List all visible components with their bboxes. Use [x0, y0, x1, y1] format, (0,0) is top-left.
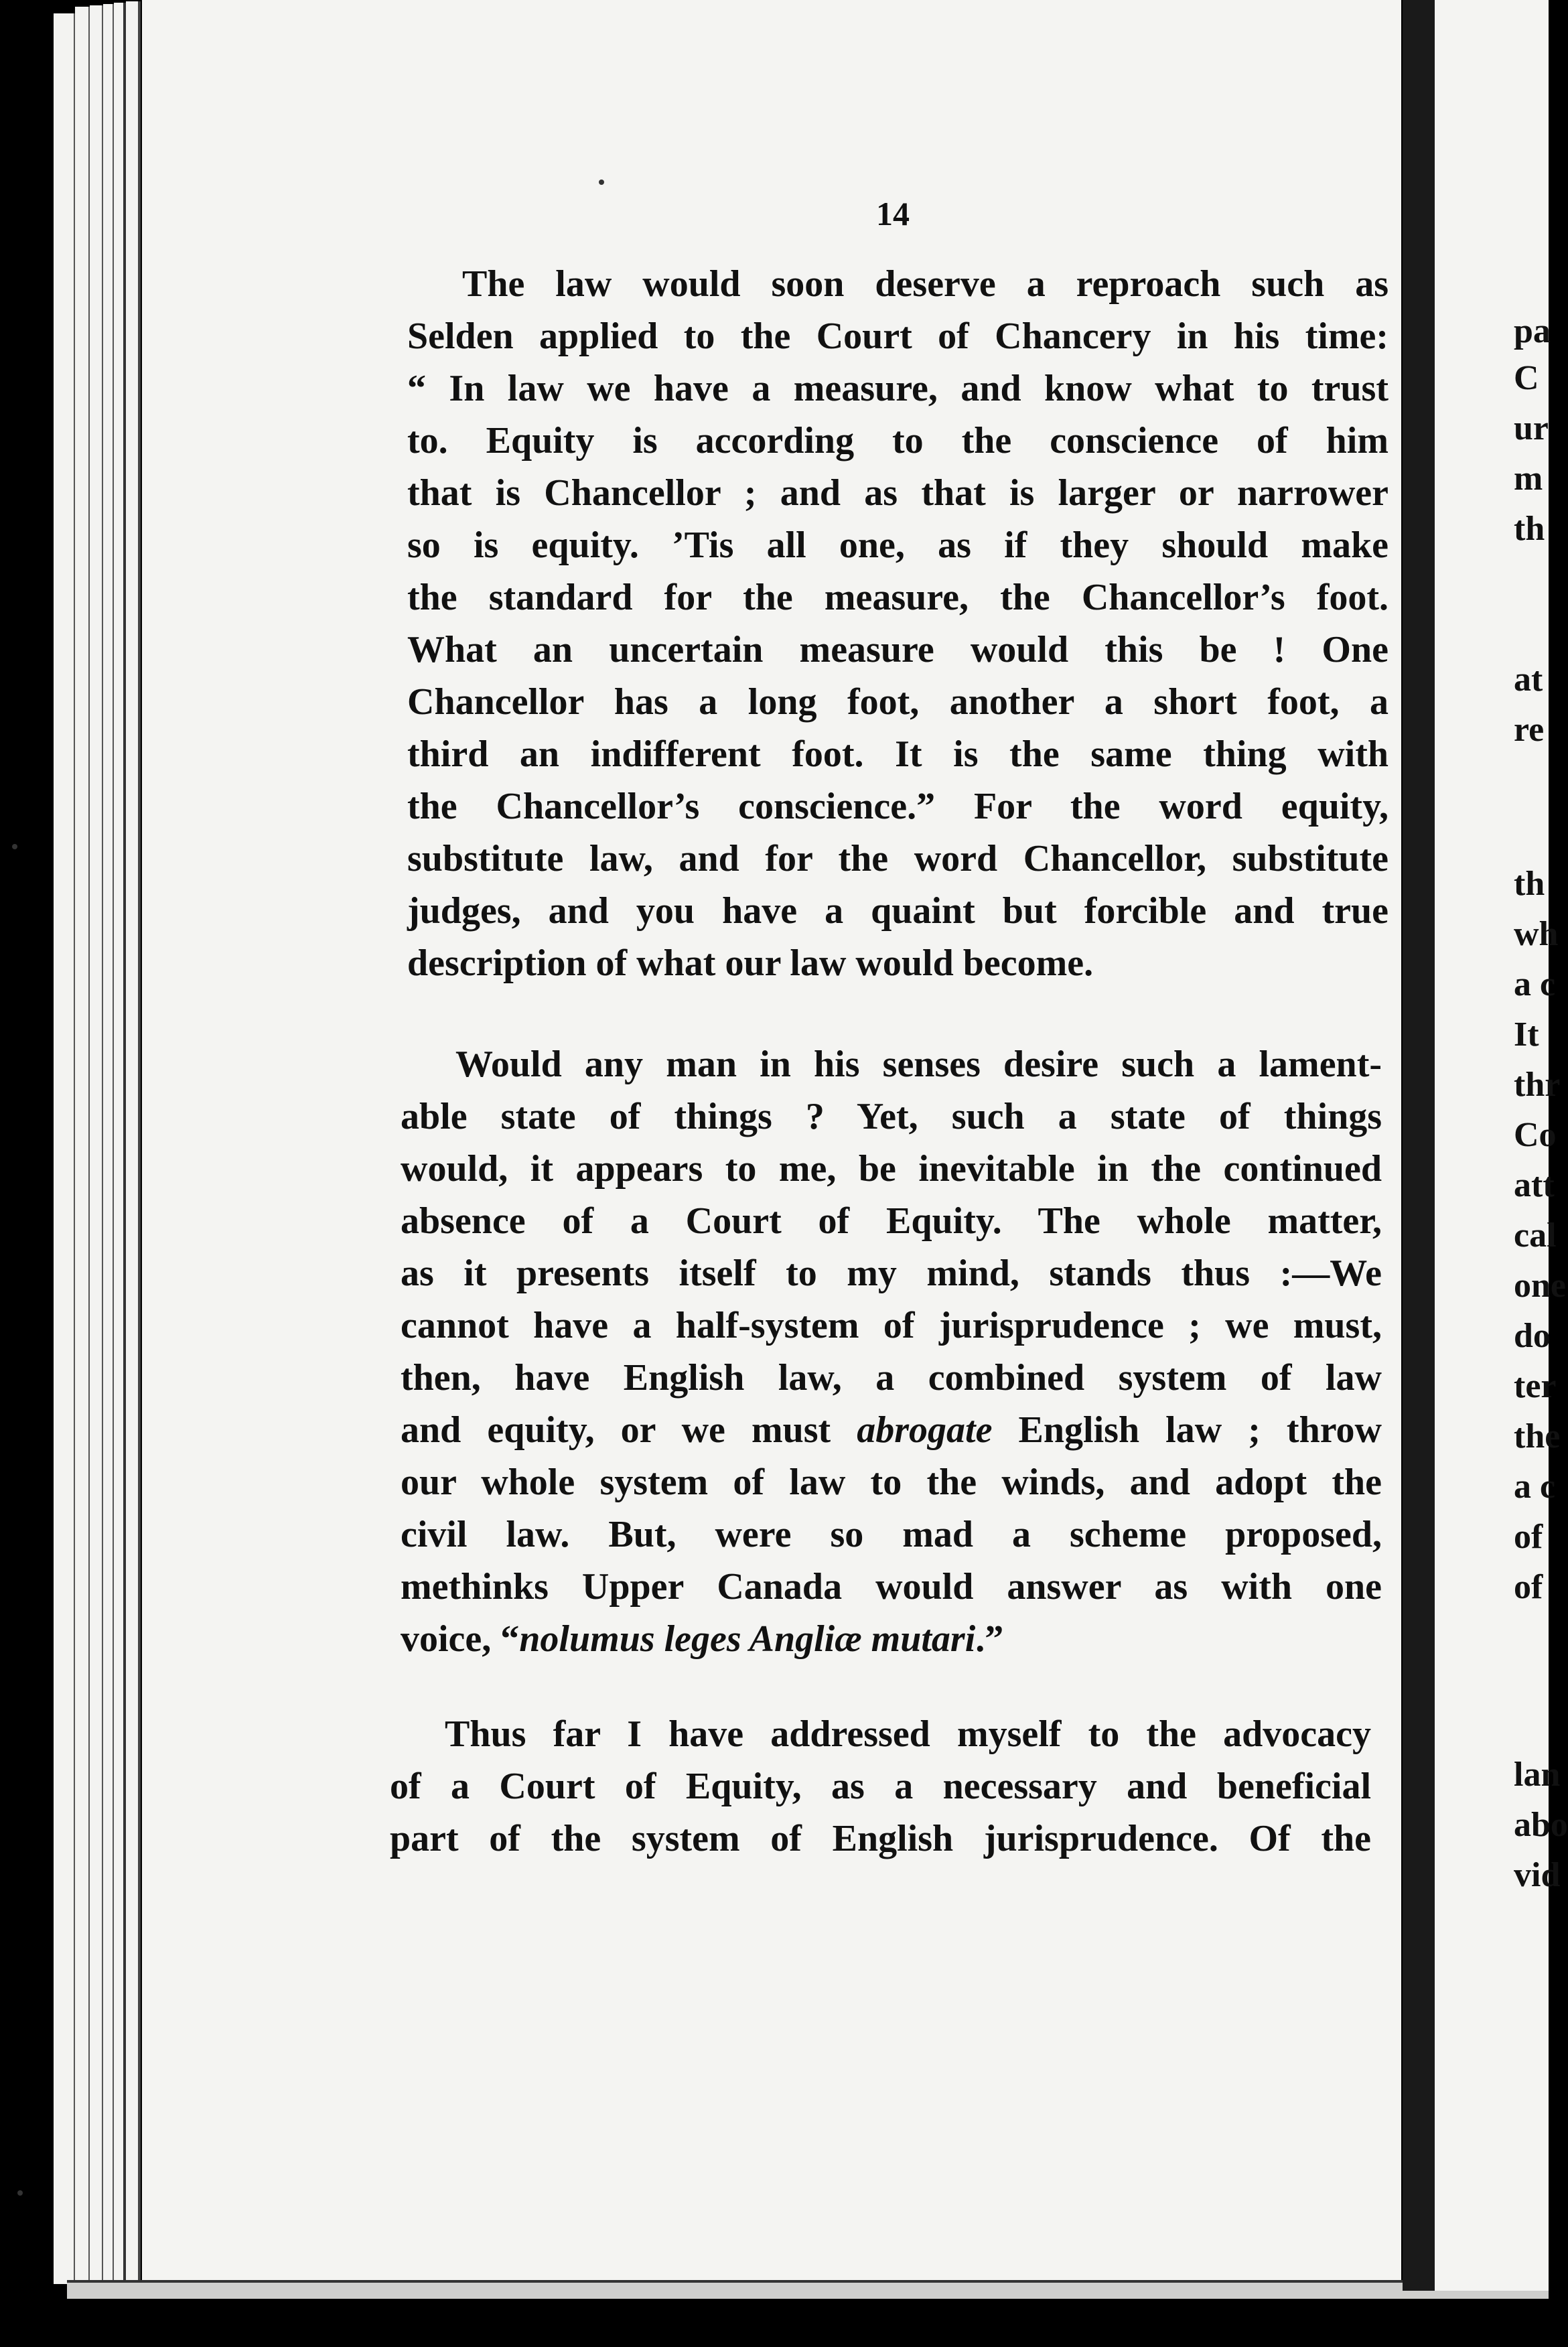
fragment-text: of	[1514, 1518, 1543, 1556]
page-bottom-edge	[67, 2280, 1549, 2299]
text-line: to. Equity is according to the conscience of him	[407, 420, 1388, 461]
text-line: the Chancellor’s conscience.” For the word equity,	[407, 786, 1388, 827]
text-line: so is equity. ’Tis all one, as if they should make	[407, 524, 1388, 566]
fragment-text: lan	[1514, 1756, 1561, 1794]
book-gutter	[1403, 0, 1435, 2291]
fragment-text: att	[1514, 1166, 1555, 1204]
fragment-text: Co	[1514, 1116, 1557, 1154]
text-line: “ In law we have a measure, and know what to trust	[407, 368, 1388, 409]
fragment-text: do	[1514, 1317, 1551, 1355]
text-line: as it presents itself to my mind, stands thus :—We	[401, 1253, 1382, 1294]
fragment-text: ter	[1514, 1367, 1557, 1405]
fragment-text: It	[1514, 1015, 1539, 1054]
ink-speck	[599, 180, 604, 185]
fragment-text: re	[1514, 711, 1545, 749]
text-line: our whole system of law to the winds, and adopt the	[401, 1462, 1382, 1503]
right-page-fragment	[1435, 0, 1568, 2291]
paragraph-3	[390, 1708, 1371, 1865]
text-line: Thus far I have addressed myself to the advocacy	[445, 1713, 1371, 1755]
fragment-text: pa	[1514, 312, 1551, 350]
text-line: would, it appears to me, be inevitable in the continued	[401, 1148, 1382, 1190]
text-line: cannot have a half-system of jurisprudence ; we must,	[401, 1305, 1382, 1346]
text-line: part of the system of English jurisprudence. Of the	[390, 1818, 1371, 1859]
text-line: substitute law, and for the word Chancellor, substitute	[407, 838, 1388, 879]
text-line: of a Court of Equity, as a necessary and beneficial	[390, 1766, 1371, 1807]
ink-speck	[17, 2190, 23, 2196]
fragment-text: m	[1514, 459, 1543, 498]
text-line: civil law. But, were so mad a scheme proposed,	[401, 1514, 1382, 1555]
fragment-text: thr	[1514, 1066, 1561, 1104]
fragment-text: abo	[1514, 1806, 1568, 1844]
fragment-text: a c	[1514, 965, 1556, 1003]
fragment-text: th	[1514, 510, 1545, 548]
fragment-text: the	[1514, 1417, 1561, 1455]
page-edge	[114, 3, 127, 2293]
latin-quote: nolumus leges Angliæ mutari	[519, 1618, 976, 1660]
text-line: What an uncertain measure would this be ! One	[407, 629, 1388, 670]
fragment-text: at	[1514, 660, 1543, 699]
page-edge	[103, 4, 115, 2291]
text-line	[401, 1404, 1382, 1456]
text-segment: .”	[975, 1618, 1004, 1660]
text-line: that is Chancellor ; and as that is larger or narrower	[407, 472, 1388, 514]
text-line: description of what our law would become.	[407, 942, 1094, 984]
fragment-text: wh	[1514, 915, 1559, 953]
fragment-text: cal	[1514, 1216, 1557, 1255]
text-line: then, have English law, a combined system of law	[401, 1357, 1382, 1399]
fragment-text: th	[1514, 865, 1545, 903]
text-line: methinks Upper Canada would answer as with one	[401, 1566, 1382, 1608]
text-line: the standard for the measure, the Chancellor’s foot.	[407, 577, 1388, 618]
fragment-text: C	[1514, 359, 1539, 397]
ink-speck	[12, 844, 17, 849]
fragment-text: one	[1514, 1267, 1566, 1305]
page-edge	[126, 1, 141, 2293]
paragraph-2	[401, 1038, 1382, 1665]
italic-term: abrogate	[857, 1409, 993, 1451]
text-line: absence of a Court of Equity. The whole matter,	[401, 1200, 1382, 1242]
text-line: The law would soon deserve a reproach such as	[462, 263, 1388, 305]
paragraph-1	[407, 258, 1388, 989]
page-edge	[54, 13, 76, 2284]
page-number: 14	[876, 195, 910, 232]
fragment-text: vid	[1514, 1856, 1561, 1894]
text-line	[401, 1613, 1382, 1665]
page-edge	[90, 5, 104, 2289]
fragment-text: a c	[1514, 1468, 1556, 1506]
page-edge	[75, 7, 90, 2284]
text-segment: and equity, or we must	[401, 1409, 831, 1451]
text-line: able state of things ? Yet, such a state of things	[401, 1096, 1382, 1137]
text-segment: English law ; throw	[1018, 1409, 1382, 1451]
fragment-text: of	[1514, 1568, 1543, 1606]
text-segment: voice, “	[401, 1618, 520, 1660]
text-line: judges, and you have a quaint but forcible and true	[407, 890, 1388, 932]
fragment-text: ur	[1514, 409, 1549, 447]
text-line: Chancellor has a long foot, another a short foot, a	[407, 681, 1388, 723]
text-line: Would any man in his senses desire such a lament-	[455, 1044, 1382, 1085]
text-line: third an indifferent foot. It is the same thing with	[407, 733, 1388, 775]
text-line: Selden applied to the Court of Chancery in his time:	[407, 315, 1388, 357]
